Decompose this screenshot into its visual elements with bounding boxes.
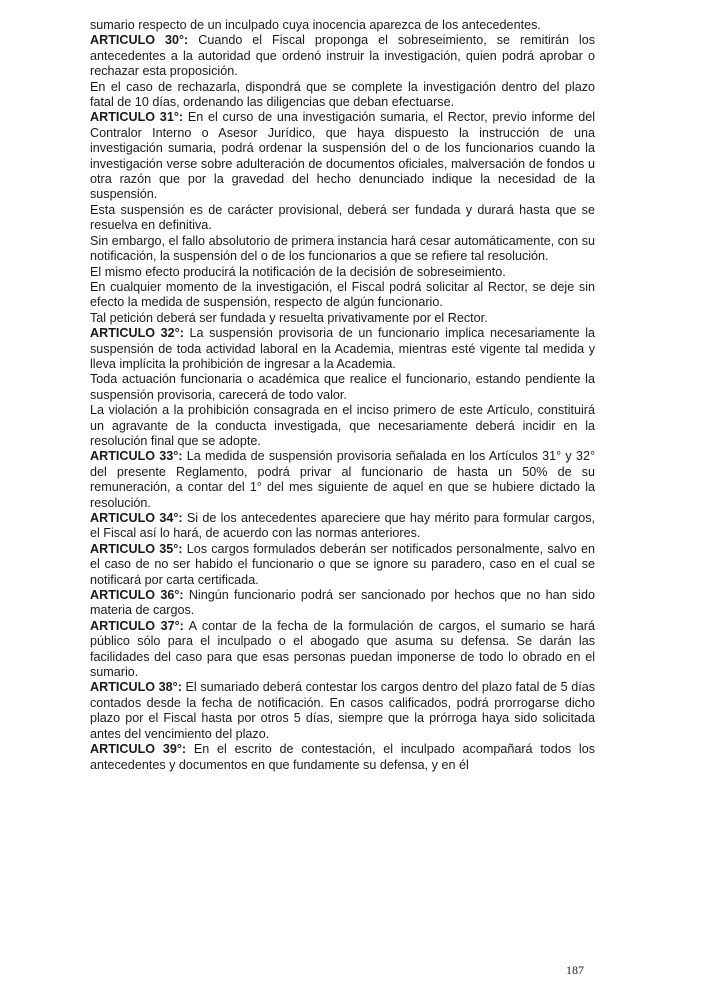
paragraph (90, 203, 595, 234)
paragraph (90, 542, 595, 588)
paragraph-text: La violación a la prohibición consagrada en el inciso primero de este Artículo, constituirá un agravante de la conducta investigada, que necesariamente deberá incidir en la resolución final que se adopte. (90, 403, 595, 448)
article-heading: ARTICULO 38°: (90, 680, 182, 695)
paragraph-text: Cuando el Fiscal proponga el sobreseimiento, se remitirán los antecedentes a la autoridad que ordenó instruir la investigación, quien podrá aprobar o rechazar esta proposición. (90, 33, 596, 79)
paragraph-text: Ningún funcionario podrá ser sancionado por hechos que no han sido materia de cargos. (90, 588, 595, 618)
paragraph (90, 511, 595, 542)
paragraph (90, 326, 595, 372)
paragraph (90, 588, 595, 619)
paragraph-text: Sin embargo, el fallo absolutorio de primera instancia hará cesar automáticamente, con su notificación, la suspensión del o de los funcionarios a que se refiere tal resolución. (90, 233, 595, 264)
paragraph (90, 33, 595, 79)
paragraph-text: A contar de la fecha de la formulación de cargos, el sumario se hará público sólo para el inculpado o el abogado que asuma su defensa. Se darán las facilidades del caso para que esas personas puedan imponerse de todo lo obrado en el sumario. (90, 618, 596, 680)
paragraph (90, 234, 595, 265)
paragraph (90, 372, 595, 403)
paragraph (90, 280, 595, 311)
article-heading: ARTICULO 35°: (90, 541, 183, 556)
document-body (90, 18, 595, 773)
paragraph (90, 80, 595, 111)
paragraph-text: El mismo efecto producirá la notificación de la decisión de sobreseimiento. (90, 264, 506, 279)
article-heading: ARTICULO 31°: (90, 110, 184, 125)
paragraph (90, 311, 595, 326)
paragraph-text: En el escrito de contestación, el inculpado acompañará todos los antecedentes y documentos en que fundamente su defensa, y en él (90, 742, 595, 772)
article-heading: ARTICULO 39°: (90, 742, 187, 757)
paragraph (90, 742, 595, 773)
paragraph (90, 110, 595, 202)
paragraph-text: El sumariado deberá contestar los cargos dentro del plazo fatal de 5 días contados desde la fecha de notificación. En casos calificados, podrá prorrogarse dicho plazo por el Fiscal hasta por otros 5 días, siempre que la prórroga haya sido solicitada antes del vencimiento del plazo. (90, 680, 596, 741)
page-number: 187 (566, 963, 584, 977)
article-heading: ARTICULO 34°: (90, 511, 183, 525)
article-heading: ARTICULO 37°: (90, 618, 184, 633)
article-heading: ARTICULO 33°: (90, 449, 183, 464)
article-heading: ARTICULO 30°: (90, 33, 189, 48)
paragraph-text: En el caso de rechazarla, dispondrá que se complete la investigación dentro del plazo fatal de 10 días, ordenando las diligencias que deban efectuarse. (90, 79, 595, 110)
paragraph-text: Tal petición deberá ser fundada y resuelta privativamente por el Rector. (90, 310, 488, 325)
paragraph-text: En el curso de una investigación sumaria, el Rector, previo informe del Contralor Interno o Asesor Jurídico, que haya dispuesto la instrucción de una investigación sumaria, podrá ordenar la suspensión del o de los funcionarios cuando la investigación verse sobre adulteración de documentos oficiales, malversación de fondos u otra razón que por la gravedad del hecho denunciado indique la necesidad de la suspensión. (90, 110, 596, 202)
article-heading: ARTICULO 32°: (90, 326, 184, 341)
paragraph-text: En cualquier momento de la investigación, el Fiscal podrá solicitar al Rector, se deje sin efecto la medida de suspensión, respecto de algún funcionario. (90, 279, 595, 310)
paragraph-text: sumario respecto de un inculpado cuya inocencia aparezca de los antecedentes. (90, 18, 541, 32)
paragraph (90, 449, 595, 511)
paragraph (90, 680, 595, 742)
paragraph-text: La suspensión provisoria de un funcionario implica necesariamente la suspensión de toda actividad laboral en la Academia, mientras esté vigente tal medida y lleva implícita la prohibición de ingresar a la Academia. (90, 326, 596, 371)
paragraph-text: Los cargos formulados deberán ser notificados personalmente, salvo en el caso de no ser habido el funcionario o que se ignore su paradero, caso en el cual se notificará por carta certificada. (90, 541, 595, 587)
paragraph-text: Esta suspensión es de carácter provisional, deberá ser fundada y durará hasta que se resuelva en definitiva. (90, 202, 595, 233)
paragraph-text: Si de los antecedentes apareciere que hay mérito para formular cargos, el Fiscal así lo hará, de acuerdo con las normas anteriores. (90, 511, 595, 541)
paragraph (90, 265, 595, 280)
paragraph (90, 619, 595, 681)
paragraph-text: La medida de suspensión provisoria señalada en los Artículos 31° y 32° del presente Reglamento, podrá privar al funcionario de hasta un 50% de su remuneración, a contar del 1° del mes siguiente de aquel en que se hubiere dictado la resolución. (90, 449, 595, 510)
paragraph-text: Toda actuación funcionaria o académica que realice el funcionario, estando pendiente la suspensión provisoria, carecerá de todo valor. (90, 372, 595, 402)
article-heading: ARTICULO 36°: (90, 588, 184, 603)
paragraph (90, 18, 595, 33)
paragraph (90, 403, 595, 449)
